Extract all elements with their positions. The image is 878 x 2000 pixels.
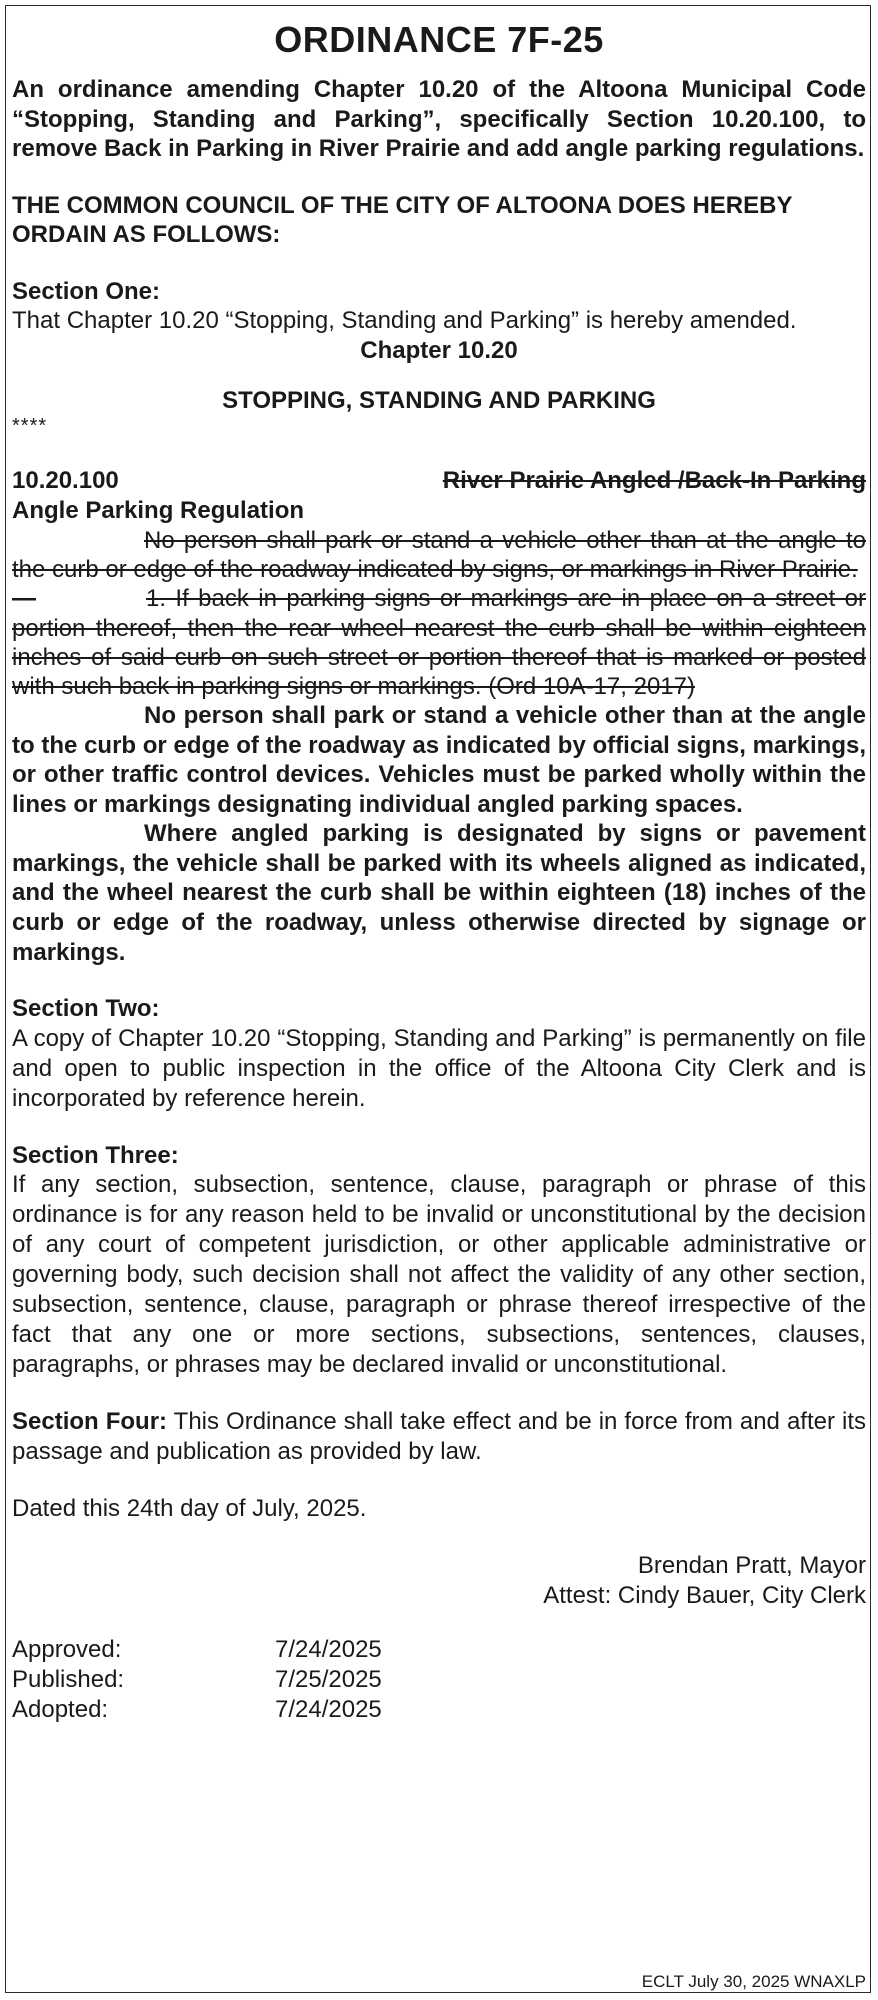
struck-paragraph: No person shall park or stand a vehicle other than at the angle to the curb or edge of the roadway indicated by signs, or markings in River Prairie.	[12, 526, 866, 584]
mayor-signature: Brendan Pratt, Mayor	[637, 1552, 866, 1580]
date-value: 7/25/2025	[275, 1666, 382, 1694]
publication-footer: ECLT July 30, 2025 WNAXLP	[641, 1971, 866, 1991]
section-three	[12, 1141, 866, 1381]
struck-old-title: River Prairie Angled /Back-In Parking	[442, 467, 866, 495]
date-value: 7/24/2025	[275, 1696, 382, 1724]
date-label: Adopted:	[12, 1696, 109, 1724]
ordinance-intro: An ordinance amending Chapter 10.20 of the Altoona Municipal Code “Stopping, Standing and Parking”, specifically Section 10.20.100, to remove Back in Parking in River Prairie and add angle parking regulations.	[12, 76, 866, 163]
section-three-heading: Section Three:	[12, 1141, 179, 1169]
section-four	[12, 1407, 866, 1467]
dates-table	[12, 1635, 382, 1725]
clerk-attest: Attest: Cindy Bauer, City Clerk	[543, 1582, 866, 1610]
ordain-statement: THE COMMON COUNCIL OF THE CITY OF ALTOONA DOES HEREBY ORDAIN AS FOLLOWS:	[12, 191, 793, 249]
chapter-title: STOPPING, STANDING AND PARKING	[222, 387, 656, 415]
chapter-number: Chapter 10.20	[360, 337, 518, 365]
struck-paragraph	[12, 584, 866, 701]
section-four-heading: Section Four:	[12, 1408, 168, 1436]
new-rule-paragraph: No person shall park or stand a vehicle other than at the angle to the curb or edge of the roadway as indicated by official signs, markings, or other traffic control devices. Vehicles must be parked wholly within the lines or markings designating individual angled parking spaces.	[12, 702, 866, 818]
new-section-title: Angle Parking Regulation	[12, 497, 305, 525]
dated-line: Dated this 24th day of July, 2025.	[12, 1495, 367, 1523]
ordinance-notice	[12, 18, 866, 1725]
date-row	[12, 1665, 382, 1695]
section-four-text: This Ordinance shall take effect and be in force from and after its passage and publication as provided by law.	[12, 1408, 867, 1466]
date-label: Published:	[12, 1666, 125, 1694]
struck-dash: —	[12, 585, 36, 613]
section-two-heading: Section Two:	[12, 995, 160, 1023]
section-one-text: That Chapter 10.20 “Stopping, Standing and Parking” is hereby amended.	[12, 307, 797, 335]
section-three-text: If any section, subsection, sentence, clause, paragraph or phrase of this ordinance is for any reason held to be invalid or unconstitutional by the decision of any court of competent jurisdiction, or other applicable administrative or governing body, such decision shall not affect the validity of any other section, subsection, sentence, clause, paragraph or phrase thereof irrespective of the fact that any one or more sections, subsections, sentences, clauses, paragraphs, or phrases may be declared invalid or unconstitutional.	[12, 1171, 866, 1379]
date-label: Approved:	[12, 1636, 122, 1664]
section-two	[12, 994, 866, 1114]
date-row	[12, 1635, 382, 1665]
section-number-row	[12, 466, 866, 496]
section-number: 10.20.100	[12, 467, 119, 495]
struck-paragraph-text: 1. If back in parking signs or markings are in place on a street or portion thereof, then the rear wheel nearest the curb shall be within eighteen inches of said curb on such street or portion thereof that is marked or posted with such back in parking signs or markings. (Ord 10A-17, 2017)	[12, 585, 866, 701]
omission-marker: ****	[12, 415, 48, 438]
ordinance-title: ORDINANCE 7F-25	[274, 19, 604, 60]
section-one	[12, 277, 866, 967]
section-one-heading: Section One:	[12, 277, 161, 305]
section-two-text: A copy of Chapter 10.20 “Stopping, Standing and Parking” is permanently on file and open to public inspection in the office of the Altoona City Clerk and is incorporated by reference herein.	[12, 1024, 866, 1112]
date-row	[12, 1695, 382, 1725]
date-value: 7/24/2025	[275, 1636, 382, 1664]
new-rule-paragraph: Where angled parking is designated by signs or pavement markings, the vehicle shall be parked with its wheels aligned as indicated, and the wheel nearest the curb shall be within eighteen (18) inches of the curb or edge of the roadway, unless otherwise directed by signage or markings.	[12, 820, 866, 966]
